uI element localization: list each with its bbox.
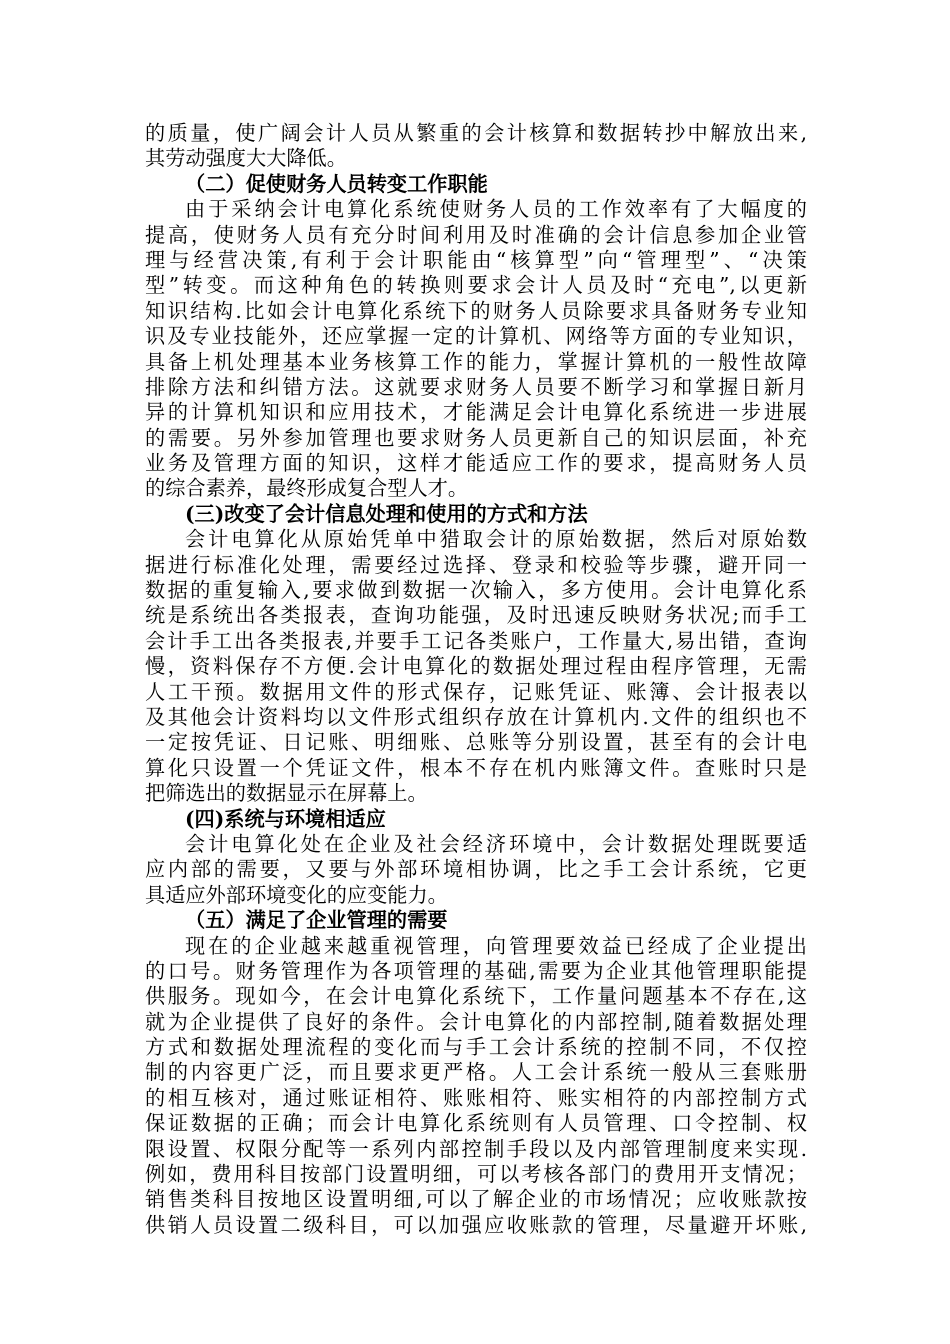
text-line: 现在的企业越来越重视管理，向管理要效益已经成了企业提出: [185, 933, 807, 958]
text-line: 识及专业技能外，还应掌握一定的计算机、网络等方面的专业知识，: [145, 324, 807, 349]
text-line: 慢，资料保存不方便.会计电算化的数据处理过程由程序管理，无需: [145, 654, 807, 679]
text-line: 型”转变。而这种角色的转换则要求会计人员及时“充电”,以更新: [145, 273, 807, 298]
paragraph: [145, 197, 807, 502]
section-heading: (四)系统与环境相适应: [185, 806, 386, 831]
text-line: 具备上机处理基本业务核算工作的能力，掌握计算机的一般性故障: [145, 349, 807, 374]
text-line: 销售类科目按地区设置明细,可以了解企业的市场情况；应收账款按: [145, 1187, 807, 1212]
paragraph: [145, 527, 807, 806]
text-line: 保证数据的正确；而会计电算化系统则有人员管理、口令控制、权: [145, 1111, 807, 1136]
text-line: 会计电算化从原始凭单中猎取会计的原始数据，然后对原始数: [185, 527, 807, 552]
text-line: 一定按凭证、日记账、明细账、总账等分别设置，甚至有的会计电: [145, 730, 807, 755]
paragraph: [145, 934, 807, 1239]
text-line: 的相互核对，通过账证相符、账账相符、账实相符的内部控制方式: [145, 1085, 807, 1110]
section-heading: （二）促使财务人员转变工作职能: [185, 171, 488, 196]
text-line: 供服务。现如今，在会计电算化系统下，工作量问题基本不存在,这: [145, 984, 807, 1009]
text-line: 理与经营决策,有利于会计职能由“核算型”向“管理型”、“决策: [145, 247, 807, 272]
text-line: 具适应外部环境变化的应变能力。: [145, 882, 448, 907]
text-line: 据进行标准化处理，需要经过选择、登录和校验等步骤，避开同一: [145, 552, 807, 577]
text-line: 业务及管理方面的知识，这样才能适应工作的要求，提高财务人员: [145, 451, 807, 476]
text-line: 算化只设置一个凭证文件，根本不存在机内账簿文件。查账时只是: [145, 755, 807, 780]
text-line: 的综合素养，最终形成复合型人才。: [145, 476, 469, 501]
text-line: 知识结构.比如会计电算化系统下的财务人员除要求具备财务专业知: [145, 298, 807, 323]
section-heading: （五）满足了企业管理的需要: [185, 908, 448, 933]
text-line: 的需要。另外参加管理也要求财务人员更新自己的知识层面，补充: [145, 425, 807, 450]
text-line: 会计电算化处在企业及社会经济环境中，会计数据处理既要适: [185, 831, 807, 856]
text-line: 的质量，使广阔会计人员从繁重的会计核算和数据转抄中解放出来,: [145, 121, 807, 145]
text-line: 限设置、权限分配等一系列内部控制手段以及内部管理制度来实现.: [145, 1136, 807, 1161]
text-line: 制的内容更广泛，而且要求更严格。人工会计系统一般从三套账册: [145, 1060, 807, 1085]
text-line: 会计手工出各类报表,并要手工记各类账户，工作量大,易出错，查询: [145, 628, 807, 653]
text-line: 其劳动强度大大降低。: [145, 146, 347, 171]
text-line: 方式和数据处理流程的变化而与手工会计系统的控制不同，不仅控: [145, 1035, 807, 1060]
text-line: 异的计算机知识和应用技术，才能满足会计电算化系统进一步进展: [145, 400, 807, 425]
text-line: 排除方法和纠错方法。这就要求财务人员要不断学习和掌握日新月: [145, 374, 807, 399]
text-line: 统是系统出各类报表，查询功能强，及时迅速反映财务状况;而手工: [145, 603, 807, 628]
text-line: 把筛选出的数据显示在屏幕上。: [145, 781, 428, 806]
text-line: 提高，使财务人员有充分时间利用及时准确的会计信息参加企业管: [145, 222, 807, 247]
text-line: 及其他会计资料均以文件形式组织存放在计算机内.文件的组织也不: [145, 704, 807, 729]
text-line: 供销人员设置二级科目，可以加强应收账款的管理，尽量避开坏账,: [145, 1212, 807, 1237]
text-line: 例如，费用科目按部门设置明细，可以考核各部门的费用开支情况；: [145, 1162, 807, 1187]
section-heading: (三)改变了会计信息处理和使用的方式和方法: [185, 501, 588, 526]
text-line: 应内部的需要，又要与外部环境相协调，比之手工会计系统，它更: [145, 857, 807, 882]
text-line: 数据的重复输入,要求做到数据一次输入，多方使用。会计电算化系: [145, 578, 807, 603]
text-line: 的口号。财务管理作为各项管理的基础,需要为企业其他管理职能提: [145, 958, 807, 983]
text-line: 由于采纳会计电算化系统使财务人员的工作效率有了大幅度的: [185, 197, 807, 222]
document-page: [145, 121, 807, 1238]
text-line: 就为企业提供了良好的条件。会计电算化的内部控制,随着数据处理: [145, 1009, 807, 1034]
paragraph: [145, 832, 807, 908]
text-line: 人工干预。数据用文件的形式保存，记账凭证、账簿、会计报表以: [145, 679, 807, 704]
paragraph: [145, 121, 807, 172]
